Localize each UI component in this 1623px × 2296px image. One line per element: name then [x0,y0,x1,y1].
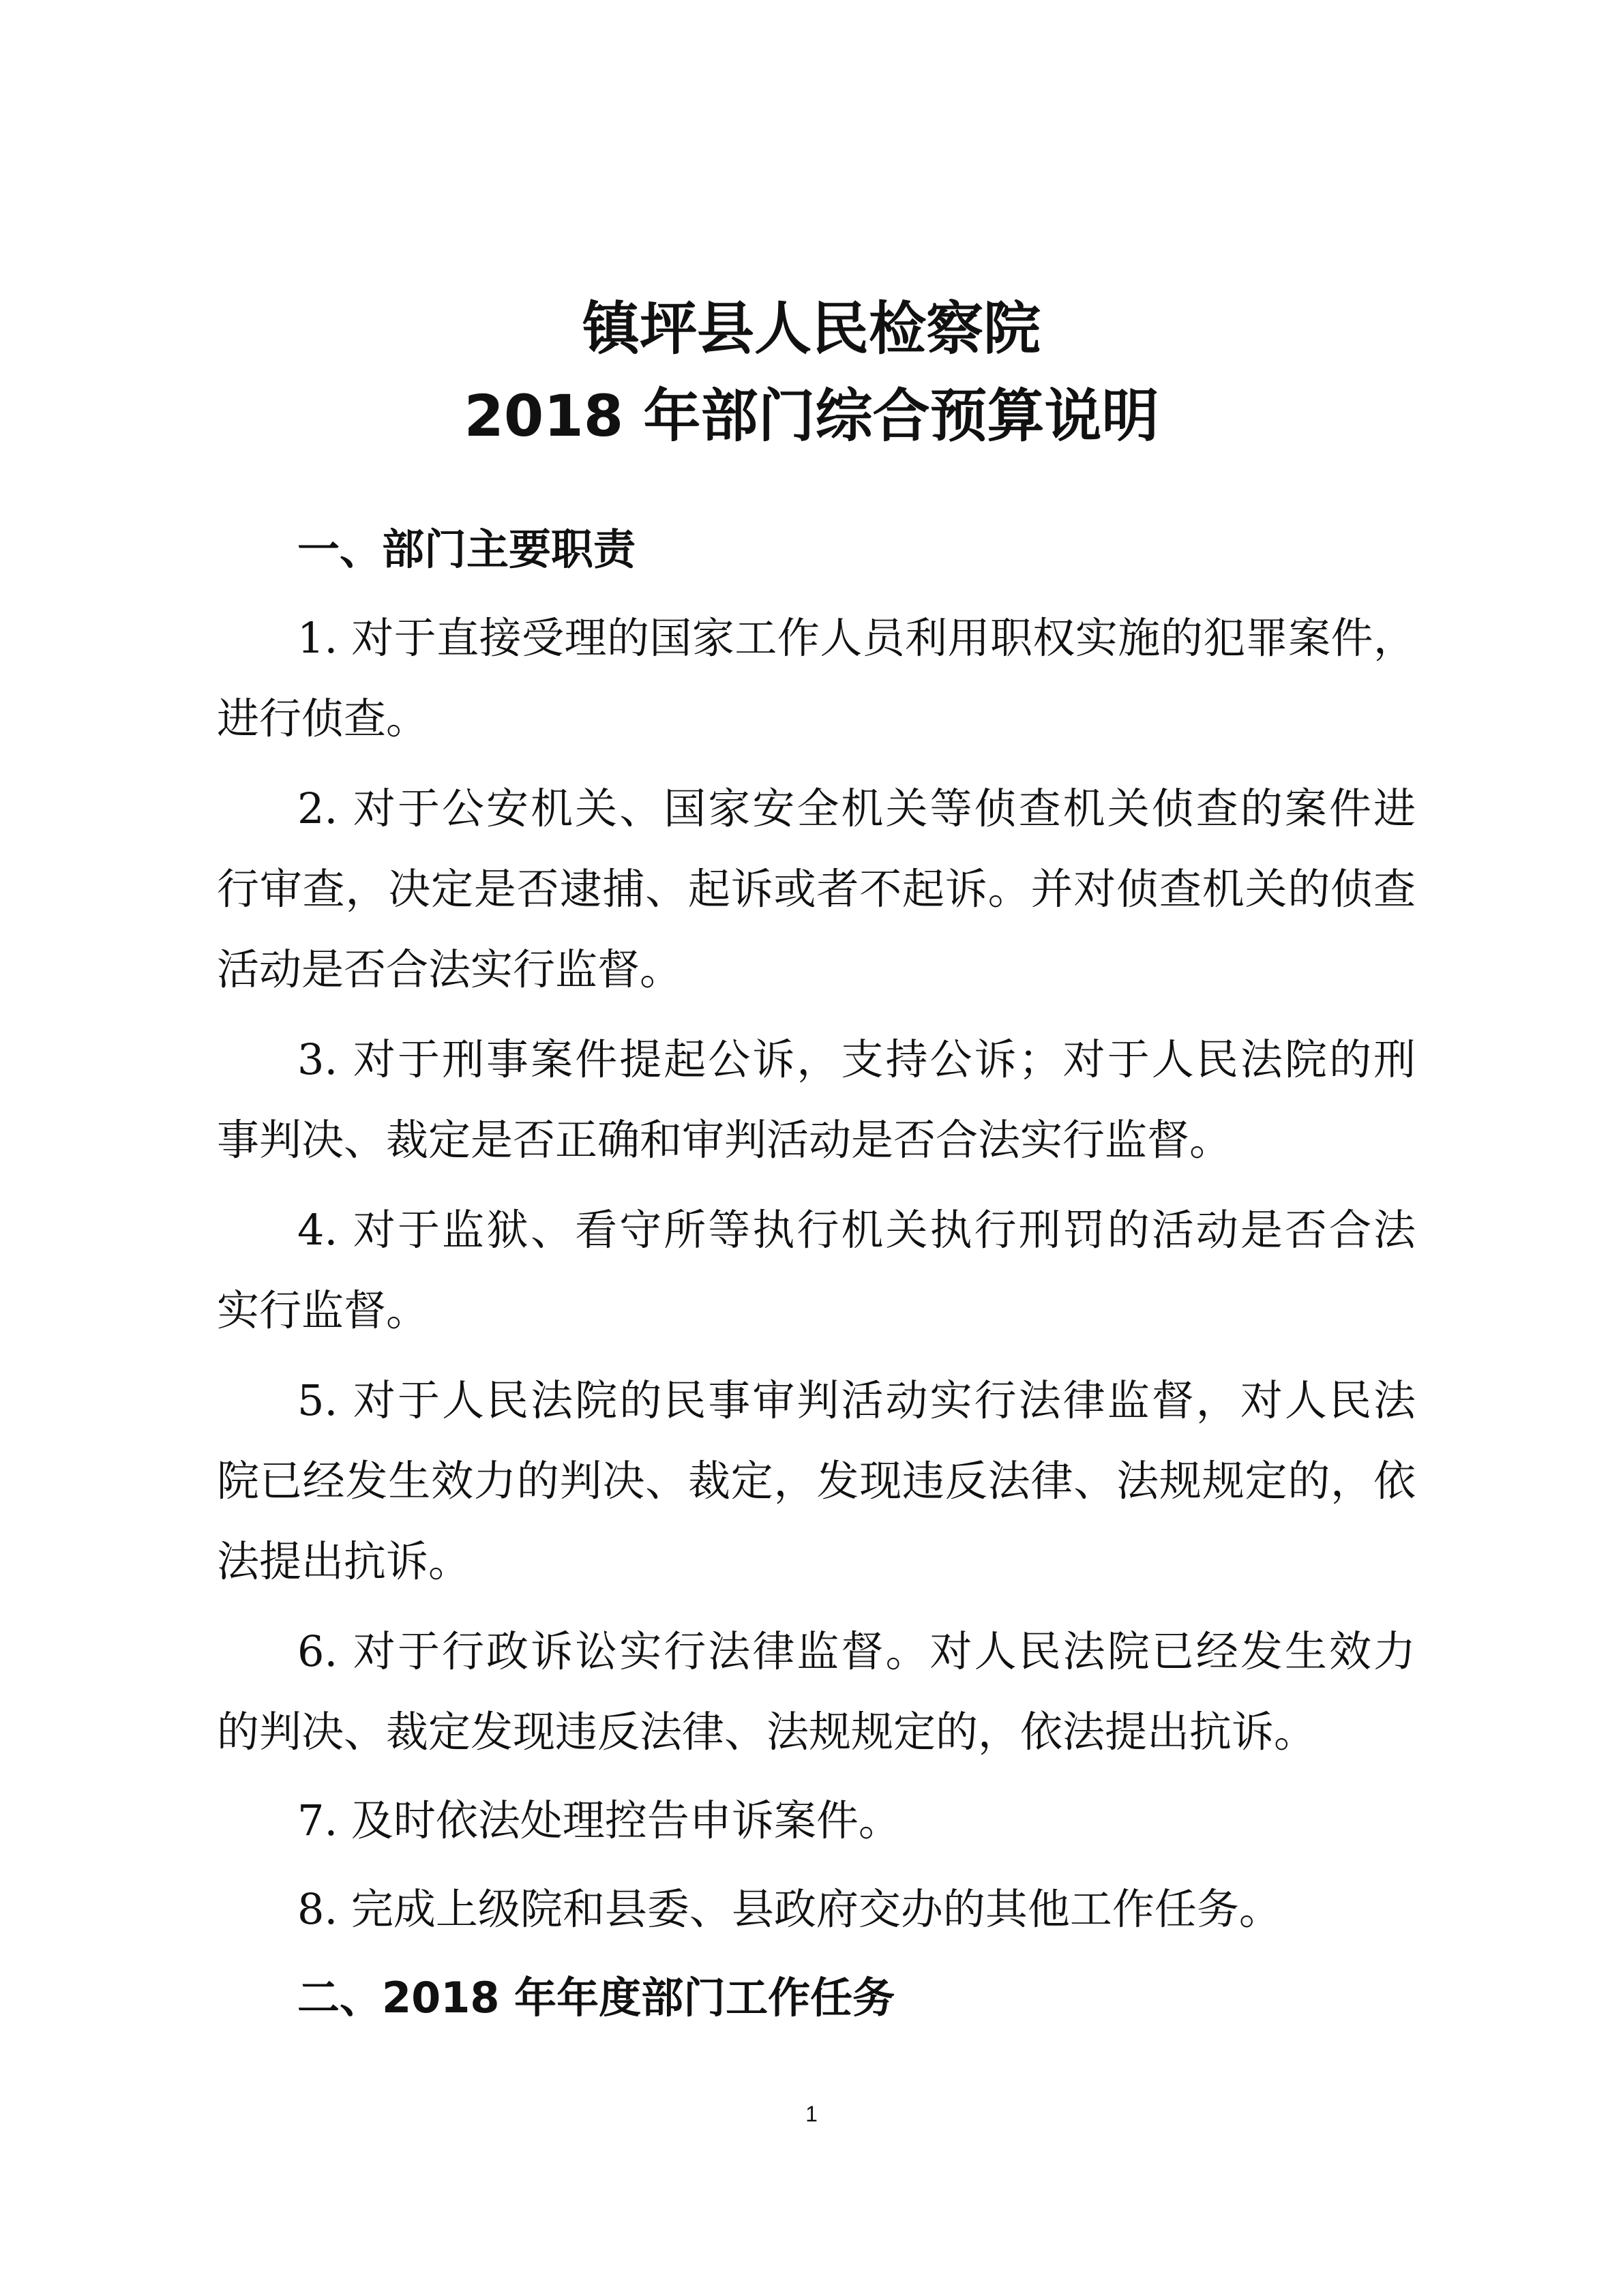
paragraph-line: 8. 完成上级院和县委、县政府交办的其他工作任务。 [297,1884,1281,1934]
paragraph-line: 院已经发生效力的判决、裁定，发现违反法律、法规规定的，依 [217,1456,1416,1506]
section-heading-annual-tasks: 二、2018 年年度部门工作任务 [297,1973,895,2023]
paragraph-line: 的判决、裁定发现违反法律、法规规定的，依法提出抗诉。 [217,1707,1317,1757]
paragraph-line: 活动是否合法实行监督。 [217,944,683,994]
paragraph-line: 法提出抗诉。 [217,1536,471,1586]
paragraph-line: 7. 及时依法处理控告申诉案件。 [297,1795,901,1845]
paragraph-line: 进行侦查。 [217,694,429,743]
paragraph-line: 1. 对于直接受理的国家工作人员利用职权实施的犯罪案件， [297,613,1416,663]
page-number: 1 [805,2102,818,2126]
document-title-line-1: 镇坪县人民检察院 [582,295,1041,362]
paragraph-line: 事判决、裁定是否正确和审判活动是否合法实行监督。 [217,1115,1232,1165]
paragraph-line: 5. 对于人民法院的民事审判活动实行法律监督，对人民法 [297,1375,1416,1425]
paragraph-line: 6. 对于行政诉讼实行法律监督。对人民法院已经发生效力 [297,1626,1416,1676]
document-title-line-2: 2018 年部门综合预算说明 [464,383,1159,449]
paragraph-line: 实行监督。 [217,1285,429,1335]
paragraph-line: 3. 对于刑事案件提起公诉，支持公诉；对于人民法院的刑 [297,1034,1416,1084]
paragraph-line: 行审查，决定是否逮捕、起诉或者不起诉。并对侦查机关的侦查 [217,864,1416,914]
paragraph-line: 4. 对于监狱、看守所等执行机关执行刑罚的活动是否合法 [297,1205,1416,1255]
section-heading-responsibilities: 一、部门主要职责 [297,524,636,574]
paragraph-line: 2. 对于公安机关、国家安全机关等侦查机关侦查的案件进 [297,784,1416,833]
